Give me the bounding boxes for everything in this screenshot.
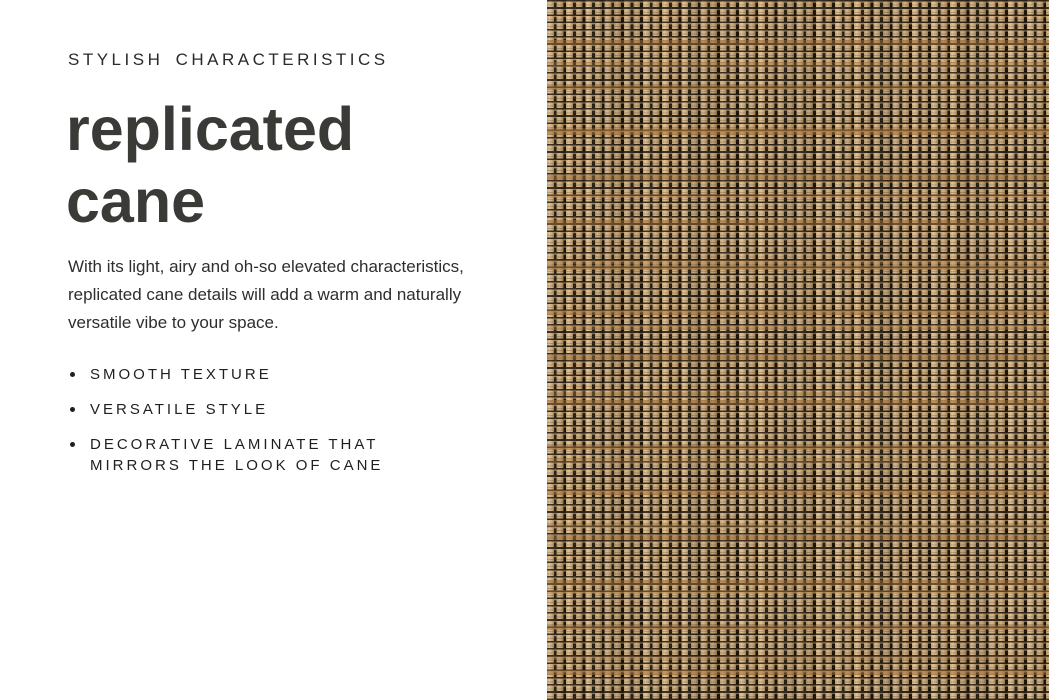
bullet-dot-icon — [70, 372, 75, 377]
list-item — [68, 364, 430, 385]
bullet-dot-icon — [70, 442, 75, 447]
list-item-label: SMOOTH TEXTURE — [90, 366, 272, 383]
feature-bullet-list — [68, 364, 430, 490]
eyebrow-label: STYLISH CHARACTERISTICS — [68, 50, 389, 69]
list-item — [68, 434, 430, 476]
list-item-label: VERSATILE STYLE — [90, 401, 269, 418]
cane-texture-image — [547, 0, 1049, 700]
page-title: replicated cane — [66, 95, 355, 235]
description-paragraph: With its light, airy and oh-so elevated characteristics, replicated cane details will add a warm and naturally versatile vibe to your space. — [68, 257, 464, 332]
bullet-dot-icon — [70, 407, 75, 412]
list-item — [68, 399, 430, 420]
list-item-label: DECORATIVE LAMINATE THAT MIRRORS THE LOOK OF CANE — [90, 436, 384, 474]
